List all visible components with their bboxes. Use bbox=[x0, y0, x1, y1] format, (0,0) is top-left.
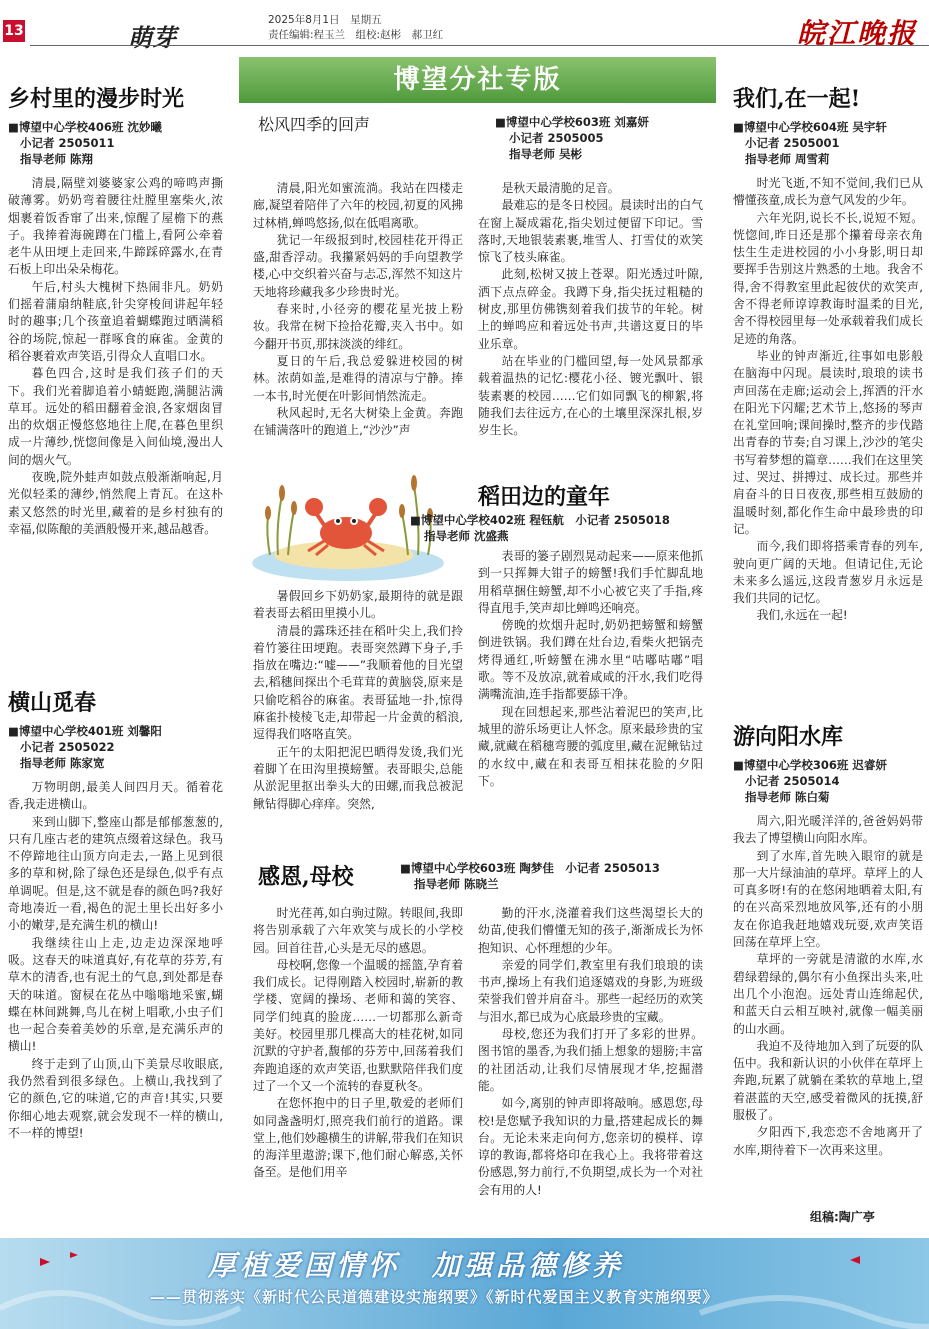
reeds-left bbox=[267, 495, 294, 555]
article-reservoir bbox=[733, 720, 923, 1205]
article-body: 时光飞逝,不知不觉间,我们已从懵懂孩童,成长为意气风发的少年。 六年光阴,说长不长,说短不短。恍惚间,昨日还是那个攥着母亲衣角怯生生走进校园的小小身影,明日却要挥手告别这片熟悉的土地。我舍不得,舍不得教室里此起彼伏的欢笑声,舍不得老师谆谆教诲时温柔的目光,舍不得校园里每一处承载着我们成长足迹的角落。 毕业的钟声渐近,往事如电影般在脑海中闪现。晨读时,琅琅的读书声回荡在走廊;运动会上,挥洒的汗水在阳光下闪耀;艺术节上,悠扬的琴声在礼堂回响;课间操时,整齐的步伐踏出青春的节奏;自习课上,沙沙的笔尖书写着梦想的篇章……我们在这里笑过、哭过、拼搏过、成长过。那些并肩奋斗的日日夜夜,那些相互鼓励的温暖时刻,都化作生命中最珍贵的印记。 而今,我们即将搭乘青春的列车,驶向更广阔的天地。但请记住,无论未来多么遥远,这段青葱岁月永远是我们共同的记忆。 我们,永远在一起! bbox=[733, 176, 923, 623]
article-body: 周六,阳光暖洋洋的,爸爸妈妈带我去了博望横山向阳水库。 到了水库,首先映入眼帘的就是那一大片绿油油的草坪。草坪上的人可真多呀!有的在悠闲地晒着太阳,有的在兴高采烈地放风筝,还有的小朋友在你追我赶地嬉戏玩耍,欢声笑语回荡在草坪上空。 草坪的一旁就是清澈的水库,水碧绿碧绿的,偶尔有小鱼探出头来,吐出几个小泡泡。远处青山连绵起伏,和蓝天白云相互映衬,就像一幅美丽的山水画。 我迫不及待地加入到了玩耍的队伍中。我和新认识的小伙伴在草坪上奔跑,玩累了就躺在柔软的草地上,望着湛蓝的天空,感受着微风的抚摸,舒服极了。 夕阳西下,我恋恋不舍地离开了水库,期待着下一次再来这里。 bbox=[733, 814, 923, 1157]
issue-date: 2025年8月1日 星期五 bbox=[268, 14, 382, 26]
byline: ■博望中心学校604班 吴宇轩 小记者 2505001 指导老师 周雪莉 bbox=[733, 120, 887, 166]
byline-gratitude: ■博望中心学校603班 陶梦佳 小记者 2505013 指导老师 陈晓兰 bbox=[400, 861, 660, 891]
page-header bbox=[0, 0, 929, 50]
editors-line: 责任编辑:程玉兰 组校:赵彬 郝卫红 bbox=[268, 29, 444, 41]
byline-pine: ■博望中心学校603班 刘嘉妍 小记者 2505005 指导老师 吴彬 bbox=[495, 115, 649, 161]
newspaper-brand: 皖江晚报 bbox=[796, 17, 917, 50]
byline: ■博望中心学校406班 沈妙曦 小记者 2505011 指导老师 陈翔 bbox=[8, 120, 162, 166]
byline: ■博望中心学校401班 刘馨阳 小记者 2505022 指导老师 陈家宽 bbox=[8, 724, 162, 770]
article-body-rice-right: 表哥的篓子剧烈晃动起来——原来他抓到一只挥舞大钳子的螃蟹!我们手忙脚乱地用稻草捆住螃蟹,却不小心被它夹了手指,疼得直甩手,笑声却比蝉鸣还响亮。 傍晚的炊烟升起时,奶奶把螃蟹和螃蟹倒进铁锅。我们蹲在灶台边,看柴火把锅壳烤得通红,听螃蟹在沸水里“咕嘟咕嘟”唱歌。等不及放凉,就着咸咸的汗水,我们吃得满嘴流油,连手指都要舔干净。 现在回想起来,那些沾着泥巴的笑声,比城里的游乐场更让人怀念。原来最珍贵的宝藏,就藏在稻穗弯腰的弧度里,藏在泥鳅钻过的水纹中,藏在和表哥互相抹花脸的夕阳下。 bbox=[478, 549, 703, 788]
article-title-rice: 稻田边的童年 bbox=[478, 484, 611, 510]
header-info bbox=[268, 13, 443, 43]
article-body-pine-right: 是秋天最清脆的足音。 最难忘的是冬日校园。晨读时出的白气在窗上凝成霜花,指尖划过便留下印记。雪落时,天地银装素裹,堆雪人、打雪仗的欢笑惊飞了枝头麻雀。 此刻,松树又披上苍翠。阳光透过叶隙,洒下点点碎金。我蹲下身,指尖抚过粗糙的树皮,那里仿佛镌刻着我们拔节的年轮。树上的蝉鸣应和着远处书声,共谱这夏日的毕业乐章。 站在毕业的门槛回望,每一处风景都承载着温热的记忆:樱花小径、镀光飘叶、银装素裹的校园……它们如同飘飞的柳絮,将随我们去往远方,在心的土壤里深深扎根,岁岁生长。 bbox=[478, 181, 703, 438]
article-title-pine: 松风四季的回声 bbox=[258, 115, 371, 134]
article-title: 乡村里的漫步时光 bbox=[8, 86, 185, 112]
article-title: 游向阳水库 bbox=[733, 724, 844, 750]
footer-banner bbox=[0, 1238, 929, 1329]
editor-credit: 组稿:陶广亭 bbox=[810, 1210, 875, 1224]
article-body-rice-left: 暑假回乡下奶奶家,最期待的就是跟着表哥去稻田里摸小儿。 清晨的露珠还挂在稻叶尖上,我们拎着竹篓往田埂跑。表哥突然蹲下身子,手指放在嘴边:“嘘——”我顺着他的目光望去,稻穗间探出个毛茸茸的黄脑袋,原来是只偷吃稻谷的麻雀。表哥猛地一扑,惊得麻雀扑棱棱飞走,却带起一片金黄的稻浪,逗得我们咯咯直笑。 正午的太阳把泥巴晒得发烫,我们光着脚丫在田沟里摸螃蟹。表哥眼尖,总能从淤泥里抠出拳头大的田螺,而我总被泥鳅钻得脚心痒痒。突然, bbox=[253, 589, 463, 811]
article-title: 我们,在一起! bbox=[733, 86, 861, 112]
article-title: 横山觅春 bbox=[8, 690, 97, 716]
article-body-gratitude-right: 勤的汗水,浇灌着我们这些渴望长大的幼苗,使我们懵懂无知的孩子,渐渐成长为怀抱知识、心怀理想的少年。 亲爱的同学们,教室里有我们琅琅的读书声,操场上有我们追逐嬉戏的身影,为班级荣誉我们曾并肩奋斗。那些一起经历的欢笑与泪水,都已成为心底最珍贵的宝藏。 母校,您还为我们打开了多彩的世界。图书馆的墨香,为我们插上想象的翅膀;丰富的社团活动,让我们尽情展现才华,挖掘潜能。 如今,离别的钟声即将敲响。感恩您,母校!是您赋予我知识的力量,搭建起成长的舞台。无论未来走向何方,您亲切的模样、谆谆的教诲,都将烙印在我心上。我将带着这份感恩,努力前行,不负期望,成长为一个对社会有用的人! bbox=[478, 906, 703, 1197]
header-divider bbox=[30, 45, 929, 46]
footer-subline: ——贯彻落实《新时代公民道德建设实施纲要》《新时代爱国主义教育实施纲要》 bbox=[150, 1288, 719, 1306]
article-body: 清晨,隔壁刘婆婆家公鸡的啼鸣声撕破薄雾。奶奶弯着腰往灶膛里塞柴火,浓烟裹着饭香窜了出来,惊醒了屋檐下的燕子。我捧着海碗蹲在门槛上,看阿公牵着老牛从田埂上走回来,牛蹄踩碎露水,在青石板上印出朵朵梅花。 午后,村头大槐树下热闹非凡。奶奶们摇着蒲扇纳鞋底,针尖穿梭间讲起年轻时的趣事;几个孩童追着蝴蝶跑过晒满稻谷的场院,惊起一群啄食的麻雀。金黄的稻谷裹着欢声笑语,引得众人直唱口水。 暮色四合,这时是我们孩子们的天下。我们光着脚追着小蜻蜓跑,满腿沾满草耳。远处的稻田翻着金浪,各家烟囱冒出的炊烟正慢悠悠地往上爬,在暮色里织成一片薄纱,恍惚间像是入间仙境,漫出人间的烟火气。 夜晚,院外蛙声如鼓点般渐渐响起,月光似轻柔的薄纱,悄然爬上青瓦。在这朴素又悠然的时光里,藏着的是乡村独有的幸福,似陈酿的美酒般慢开来,越品越香。 bbox=[8, 176, 223, 536]
article-together bbox=[733, 82, 923, 687]
byline: ■博望中心学校306班 迟睿妍 小记者 2505014 指导老师 陈白菊 bbox=[733, 758, 887, 804]
section-name: 萌芽 bbox=[128, 23, 176, 52]
article-hengshan-spring bbox=[8, 686, 223, 1231]
article-body: 万物明朗,最美人间四月天。循着花香,我走进横山。 来到山脚下,整座山都是郁郁葱葱的,只有几座古老的建筑点缀着这绿色。我马不停蹄地往山顶方向走去,一路上见到很多的草和树,除了绿色还是绿色,似乎有点单调呢。但是,这不就是春的颜色吗?我好奇地凑近一看,褐色的泥土里长出好多小小的嫩芽,是充满生机的横山! 我继续往山上走,边走边深深地呼吸。这春天的味道真好,有花草的芬芳,有草木的清香,也有泥土的气息,到处都是春天的味道。窗棂在花丛中嗡嗡地采蜜,蝴蝶在林间跳舞,鸟儿在树上唱歌,小虫子们也一起合奏着美妙的乐章,是充满乐声的横山! 终于走到了山顶,山下美景尽收眼底,我仍然看到很多绿色。上横山,我找到了它的颜色,它的味道,它的声音!其实,只要你细心地去观察,就会发现不一样的横山,不一样的博望! bbox=[8, 780, 223, 1140]
article-rural-stroll bbox=[8, 82, 223, 682]
article-title-gratitude: 感恩,母校 bbox=[258, 864, 354, 890]
article-body-gratitude-left: 时光荏苒,如白驹过隙。转眼间,我即将告别承载了六年欢笑与成长的小学校园。回首往昔,心头是无尽的感恩。 母校啊,您像一个温暖的摇篮,孕育着我们成长。记得刚踏入校园时,崭新的教学楼、宽阔的操场、老师和蔼的笑容、同学们纯真的脸庞……一切都那么新奇美好。校园里那几棵高大的桂花树,如同沉默的守护者,馥郁的芬芳中,回荡着我们奔跑追逐的欢声笑语,也默默陪伴我们度过了一个又一个流转的春夏秋冬。 在您怀抱中的日子里,敬爱的老师们如同盏盏明灯,照亮我们前行的道路。课堂上,他们妙趣横生的讲解,带我们在知识的海洋里遨游;课下,他们耐心解惑,关怀备至。是他们用辛 bbox=[253, 906, 463, 1180]
special-banner: 博望分社专版 bbox=[239, 57, 716, 103]
byline-rice: ■博望中心学校402班 程钰航 小记者 2505018 指导老师 沈盛燕 bbox=[410, 513, 670, 543]
footer-slogan: 厚植爱国情怀 加强品德修养 bbox=[208, 1249, 625, 1282]
crab bbox=[305, 498, 387, 555]
page-number: 13 bbox=[3, 20, 25, 42]
article-body-pine-left: 清晨,阳光如蜜流淌。我站在四楼走廊,凝望着陪伴了六年的校园,初夏的风拂过林梢,蝉鸣悠扬,似在低唱离歌。 犹记一年级报到时,校园桂花开得正盛,甜香浮动。我攥紧妈妈的手向望教学楼,心中交织着兴奋与忐忑,浑然不知这片天地将珍藏我多少珍贵时光。 春来时,小径旁的樱花星光披上粉妆。我常在树下捡拾花瓣,夹入书中。如今翻开书页,那抹淡淡的绯红。 夏日的午后,我总爱躲进校园的树林。浓荫如盖,是难得的清凉与宁静。捧一本书,时光便在叶影间悄然流走。 秋风起时,无名大树染上金黄。奔跑在铺满落叶的跑道上,“沙沙”声 bbox=[253, 181, 463, 438]
